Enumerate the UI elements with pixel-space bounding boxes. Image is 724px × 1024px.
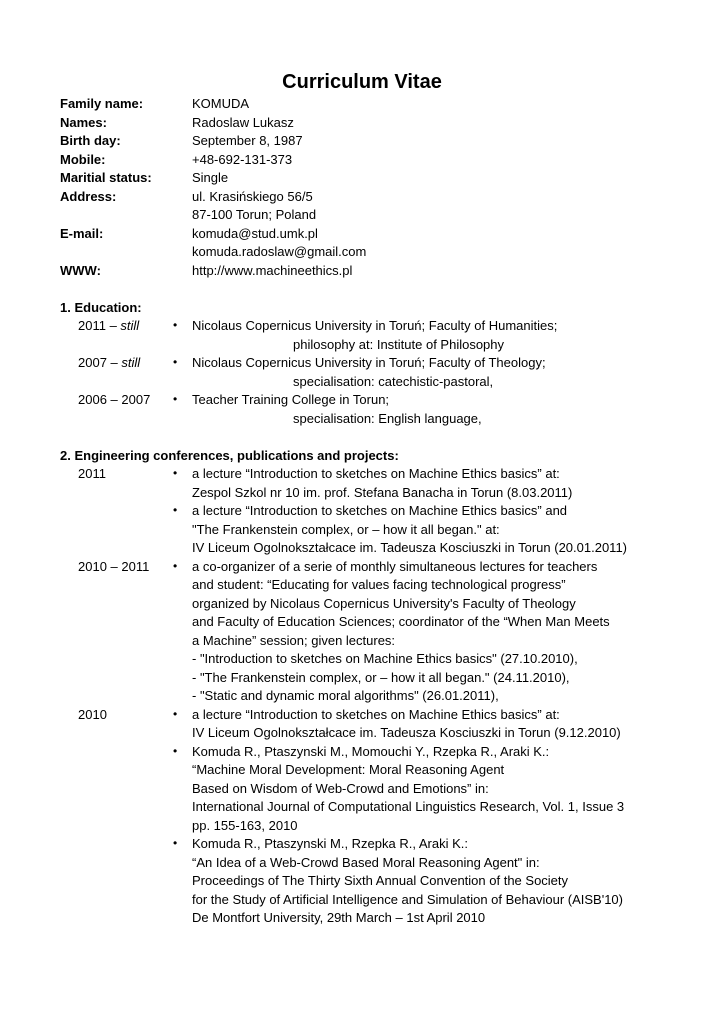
education-specialisation: philosophy at: Institute of Philosophy	[293, 336, 505, 352]
item-line: organized by Nicolaus Copernicus University's Faculty of Theology	[192, 595, 576, 611]
education-year: 2006 – 2007	[78, 392, 151, 407]
item-line: IV Liceum Ogolnokształcace im. Tadeusza Kosciuszki in Torun (20.01.2011)	[192, 540, 628, 555]
item-line: a Machine” session; given lectures:	[192, 632, 396, 648]
item-line: Based on Wisdom of Web-Crowd and Emotions” in:	[192, 780, 489, 796]
item-line: International Journal of Computational Linguistics Research, Vol. 1, Issue 3	[192, 799, 625, 814]
item-line: Komuda R., Ptaszynski M., Rzepka R., Araki K.:	[192, 836, 468, 851]
address-label: Address:	[60, 188, 117, 204]
engineering-year: 2011	[78, 466, 106, 481]
item-line: a lecture “Introduction to sketches on Machine Ethics basics” and	[192, 503, 568, 518]
item-line: and Faculty of Education Sciences; coordinator of the “When Man Meets	[192, 614, 610, 629]
names-label: Names:	[60, 114, 107, 130]
item-line: "The Frankenstein complex, or – how it all began." at:	[192, 521, 500, 537]
page-title: Curriculum Vitae	[282, 71, 442, 93]
education-year: 2007 – still	[78, 355, 141, 370]
names-value: Radoslaw Lukasz	[192, 114, 294, 130]
bullet-icon: •	[173, 706, 178, 721]
item-line: Zespol Szkol nr 10 im. prof. Stefana Banacha in Torun (8.03.2011)	[192, 484, 573, 500]
item-line: - "Static and dynamic moral algorithms" (26.01.2011),	[192, 688, 499, 703]
bullet-icon: •	[173, 466, 178, 480]
item-line: for the Study of Artificial Intelligence and Simulation of Behaviour (AISB'10)	[192, 891, 623, 907]
bullet-icon: •	[173, 318, 178, 332]
mobile-value: +48-692-131-373	[192, 151, 293, 167]
family-name-label: Family name:	[60, 96, 144, 111]
address-street: ul. Krasińskiego 56/5	[192, 188, 313, 204]
mobile-label: Mobile:	[60, 151, 106, 167]
item-line: IV Liceum Ogolnokształcace im. Tadeusza Kosciuszki in Torun (9.12.2010)	[192, 725, 621, 740]
engineering-heading: 2. Engineering conferences, publications and projects:	[60, 447, 399, 463]
email-label: E-mail:	[60, 225, 104, 241]
marital-status-label: Maritial status:	[60, 170, 152, 185]
education-institution: Nicolaus Copernicus University in Toruń; Faculty of Theology;	[192, 355, 546, 370]
engineering-year: 2010	[78, 706, 107, 722]
item-line: - "The Frankenstein complex, or – how it all began." (24.11.2010),	[192, 669, 570, 685]
item-line: a lecture “Introduction to sketches on Machine Ethics basics” at:	[192, 466, 560, 481]
bullet-icon: •	[173, 743, 178, 758]
education-specialisation: specialisation: catechistic-pastoral,	[293, 373, 494, 389]
engineering-year: 2010 – 2011	[78, 558, 150, 574]
bullet-icon: •	[173, 836, 178, 850]
item-line: - "Introduction to sketches on Machine Ethics basics" (27.10.2010),	[192, 651, 578, 666]
education-heading: 1. Education:	[60, 299, 142, 315]
item-line: and student: “Educating for values facing technological progress”	[192, 577, 566, 592]
item-line: “Machine Moral Development: Moral Reasoning Agent	[192, 762, 505, 777]
family-name-value: KOMUDA	[192, 96, 250, 111]
marital-status-value: Single	[192, 170, 229, 185]
bullet-icon: •	[173, 355, 178, 369]
education-year: 2011 – still	[78, 318, 140, 333]
item-line: a lecture “Introduction to sketches on Machine Ethics basics” at:	[192, 706, 560, 722]
email-primary: komuda@stud.umk.pl	[192, 225, 318, 241]
item-line: pp. 155-163, 2010	[192, 817, 298, 833]
address-city: 87-100 Torun; Poland	[192, 207, 317, 222]
www-label: WWW:	[60, 262, 101, 278]
education-specialisation: specialisation: English language,	[293, 410, 482, 426]
bullet-icon: •	[173, 503, 178, 517]
bullet-icon: •	[173, 558, 178, 573]
item-line: Proceedings of The Thirty Sixth Annual Convention of the Society	[192, 873, 569, 888]
www-link[interactable]: http://www.machineethics.pl	[192, 262, 353, 278]
email-secondary: komuda.radoslaw@gmail.com	[192, 244, 367, 259]
item-line: De Montfort University, 29th March – 1st April 2010	[192, 910, 486, 925]
bullet-icon: •	[173, 392, 178, 406]
item-line: “An Idea of a Web-Crowd Based Moral Reasoning Agent" in:	[192, 854, 540, 870]
item-line: a co-organizer of a serie of monthly simultaneous lectures for teachers	[192, 558, 598, 574]
education-institution: Teacher Training College in Torun;	[192, 392, 390, 407]
birth-day-label: Birth day:	[60, 133, 121, 148]
education-institution: Nicolaus Copernicus University in Toruń; Faculty of Humanities;	[192, 318, 558, 333]
birth-day-value: September 8, 1987	[192, 133, 303, 148]
item-line: Komuda R., Ptaszynski M., Momouchi Y., Rzepka R., Araki K.:	[192, 743, 550, 759]
